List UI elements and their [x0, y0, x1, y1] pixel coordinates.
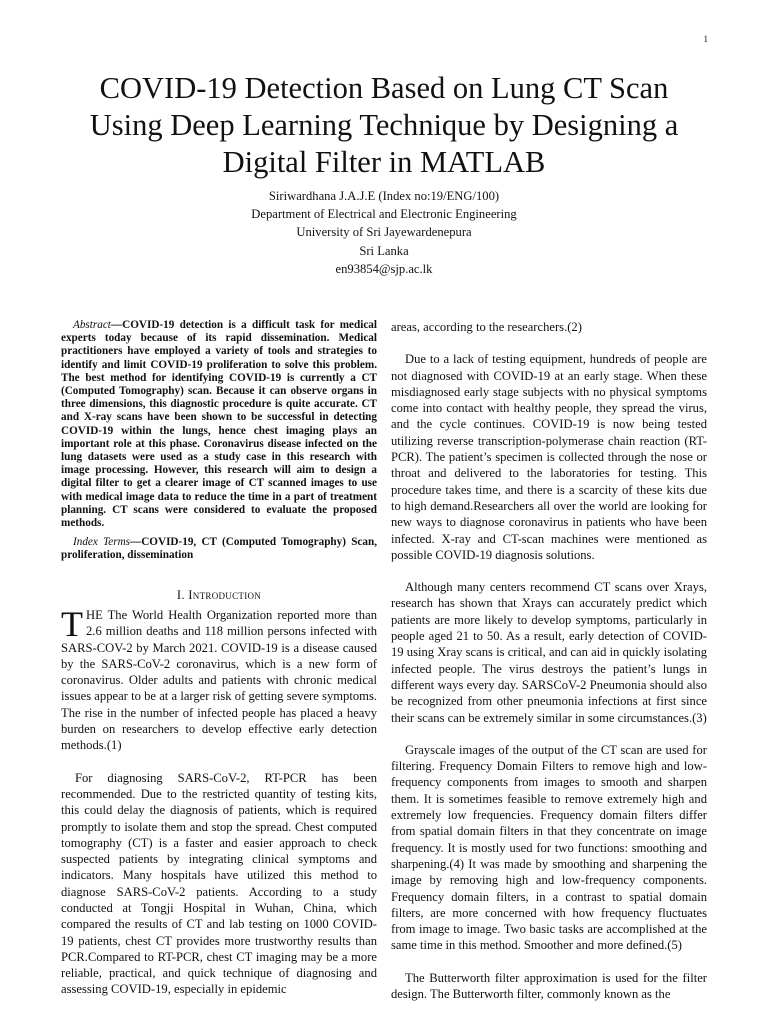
author-email: en93854@sjp.ac.lk [335, 261, 433, 276]
intro-paragraph-1 [61, 603, 377, 754]
author-country: Sri Lanka [359, 243, 409, 258]
abstract-label: Abstract [73, 319, 111, 331]
index-terms [61, 536, 377, 562]
author-department: Department of Electrical and Electronic Engineering [251, 207, 517, 222]
index-terms-label: Index Terms [73, 536, 131, 549]
left-column [61, 319, 377, 998]
right-paragraph-continuation: areas, according to the researchers.(2) [391, 320, 582, 334]
right-column [391, 319, 707, 1002]
intro-paragraph-1-text: HE The World Health Organization reported more than 2.6 million deaths and 118 million persons infected with SARS-COV-2 by March 2021. COVID-19 is a disease caused by the SARS-CoV-2 coronavirus, which is a new form of coronavirus. Older adults and patients with chronic medical issues appear to be at a larger risk of getting severe symptoms. The rise in the number of infected people has placed a heavy burden on researchers to develop effective early detection methods.(1) [61, 607, 377, 753]
paper-title: COVID-19 Detection Based on Lung CT Scan Using Deep Learning Technique by Designing a Digital Filter in MATLAB [89, 71, 679, 179]
author-block [60, 187, 708, 278]
right-paragraph-2: Although many centers recommend CT scans over Xrays, research has shown that Xrays can accurately predict which patients are more likely to develop symptoms, particularly in people aged 21 to 50. As a result, early detection of COVID-19 using Xray scans is critical, and can aid in quickly isolating infected people. The virus destroys the patient’s lungs in different ways every day. SARSCoV-2 Pneumonia should also be recognized from other pneumonia infections at first since their scans can be extremely similar in some circumstances.(3) [391, 580, 707, 725]
right-paragraph-1: Due to a lack of testing equipment, hundreds of people are not diagnosed with COVID-19 at an early stage. When these misdiagnosed early stage subjects with no physical symptoms come into contact with healthy people, they spread the virus, and the cycle continues. COVID-19 is now being tested utilizing reverse transcription-polymerase chain reaction (RT-PCR). The patient’s specimen is collected through the nose or throat and delivered to the laboratories for testing. This procedure takes time, and there is a scarcity of these kits due to high demand.Researchers all over the world are looking for new ways to diagnose coronavirus in patients who have been infected. X-ray and CT-scan machines were mentioned as possible COVID-19 diagnosis solutions. [391, 352, 707, 562]
author-university: University of Sri Jayewardenepura [296, 225, 472, 240]
abstract-text: —COVID-19 detection is a difficult task for medical experts today because of its rapid dissemination. Medical practitioners have employed a variety of tools and strategies to identify and limit COVID-19 proliferation to solve this problem. The best method for identifying COVID-19 is currently a CT (Computed Tomography) scan. Because it can observe organs in three dimensions, this diagnostic procedure is quite accurate. CT and X-ray scans have been shown to be successful in detecting COVID-19 within the lungs, hence chest imaging plays an important role at this phase. Coronavirus disease infected on the lung datasets were used as a study case in this research with image processing. However, this research will aim to design a digital filter to get a clearer image of CT scanned images to use with medical image data to reduce the time in a part of treatment planning. CT scans were considered to evaluate the proposed methods. [61, 319, 377, 530]
intro-paragraph-2: For diagnosing SARS-CoV-2, RT-PCR has been recommended. Due to the restricted quantity of testing kits, this could delay the diagnosis of patients, which is required promptly to isolate them and stop the spread. Chest computed tomography (CT) is a faster and easier approach to check suspected patients by integrating clinical symptoms and indicators. Many hospitals have utilized this method to diagnose SARS-CoV-2 patients. According to a study conducted at Tongji Hospital in Wuhan, China, which compared the results of CT and lab testing on 1000 COVID-19 patients, chest CT provides more trustworthy results than PCR.Compared to RT-PCR, chest CT imaging may be a more reliable, practical, and quick technique of diagnosing and assessing COVID-19, especially in epidemic [61, 770, 377, 997]
section-heading-introduction: I. Introduction [176, 587, 262, 602]
author-name: Siriwardhana J.A.J.E (Index no:19/ENG/100) [268, 189, 500, 203]
page-number: 1 [703, 34, 708, 44]
right-paragraph-3: Grayscale images of the output of the CT scan are used for filtering. Frequency Domain Filters to remove high and low-frequency components from images to smooth and sharpen them. It is sometimes feasible to remove extremely high and extremely low frequencies. Frequency domain filters differ from spatial domain filters in that they concentrate on image frequency. It is mostly used for two functions: smoothing and sharpening.(4) It was made by smoothing and sharpening the image by removing high and low-frequency components. Frequency domain filters, in a contrast to spatial domain filters, are more concerned with how frequency fluctuates from image to image. Two basic tasks are accomplished at the same time in this method. Smoother and more defined.(5) [391, 742, 707, 953]
index-terms-text: —COVID-19, CT (Computed Tomography) Scan, proliferation, dissemination [61, 536, 378, 562]
drop-cap: T [61, 603, 83, 644]
abstract [61, 319, 377, 530]
right-paragraph-4: The Butterworth filter approximation is used for the filter design. The Butterworth filter, commonly known as the [391, 970, 707, 1001]
